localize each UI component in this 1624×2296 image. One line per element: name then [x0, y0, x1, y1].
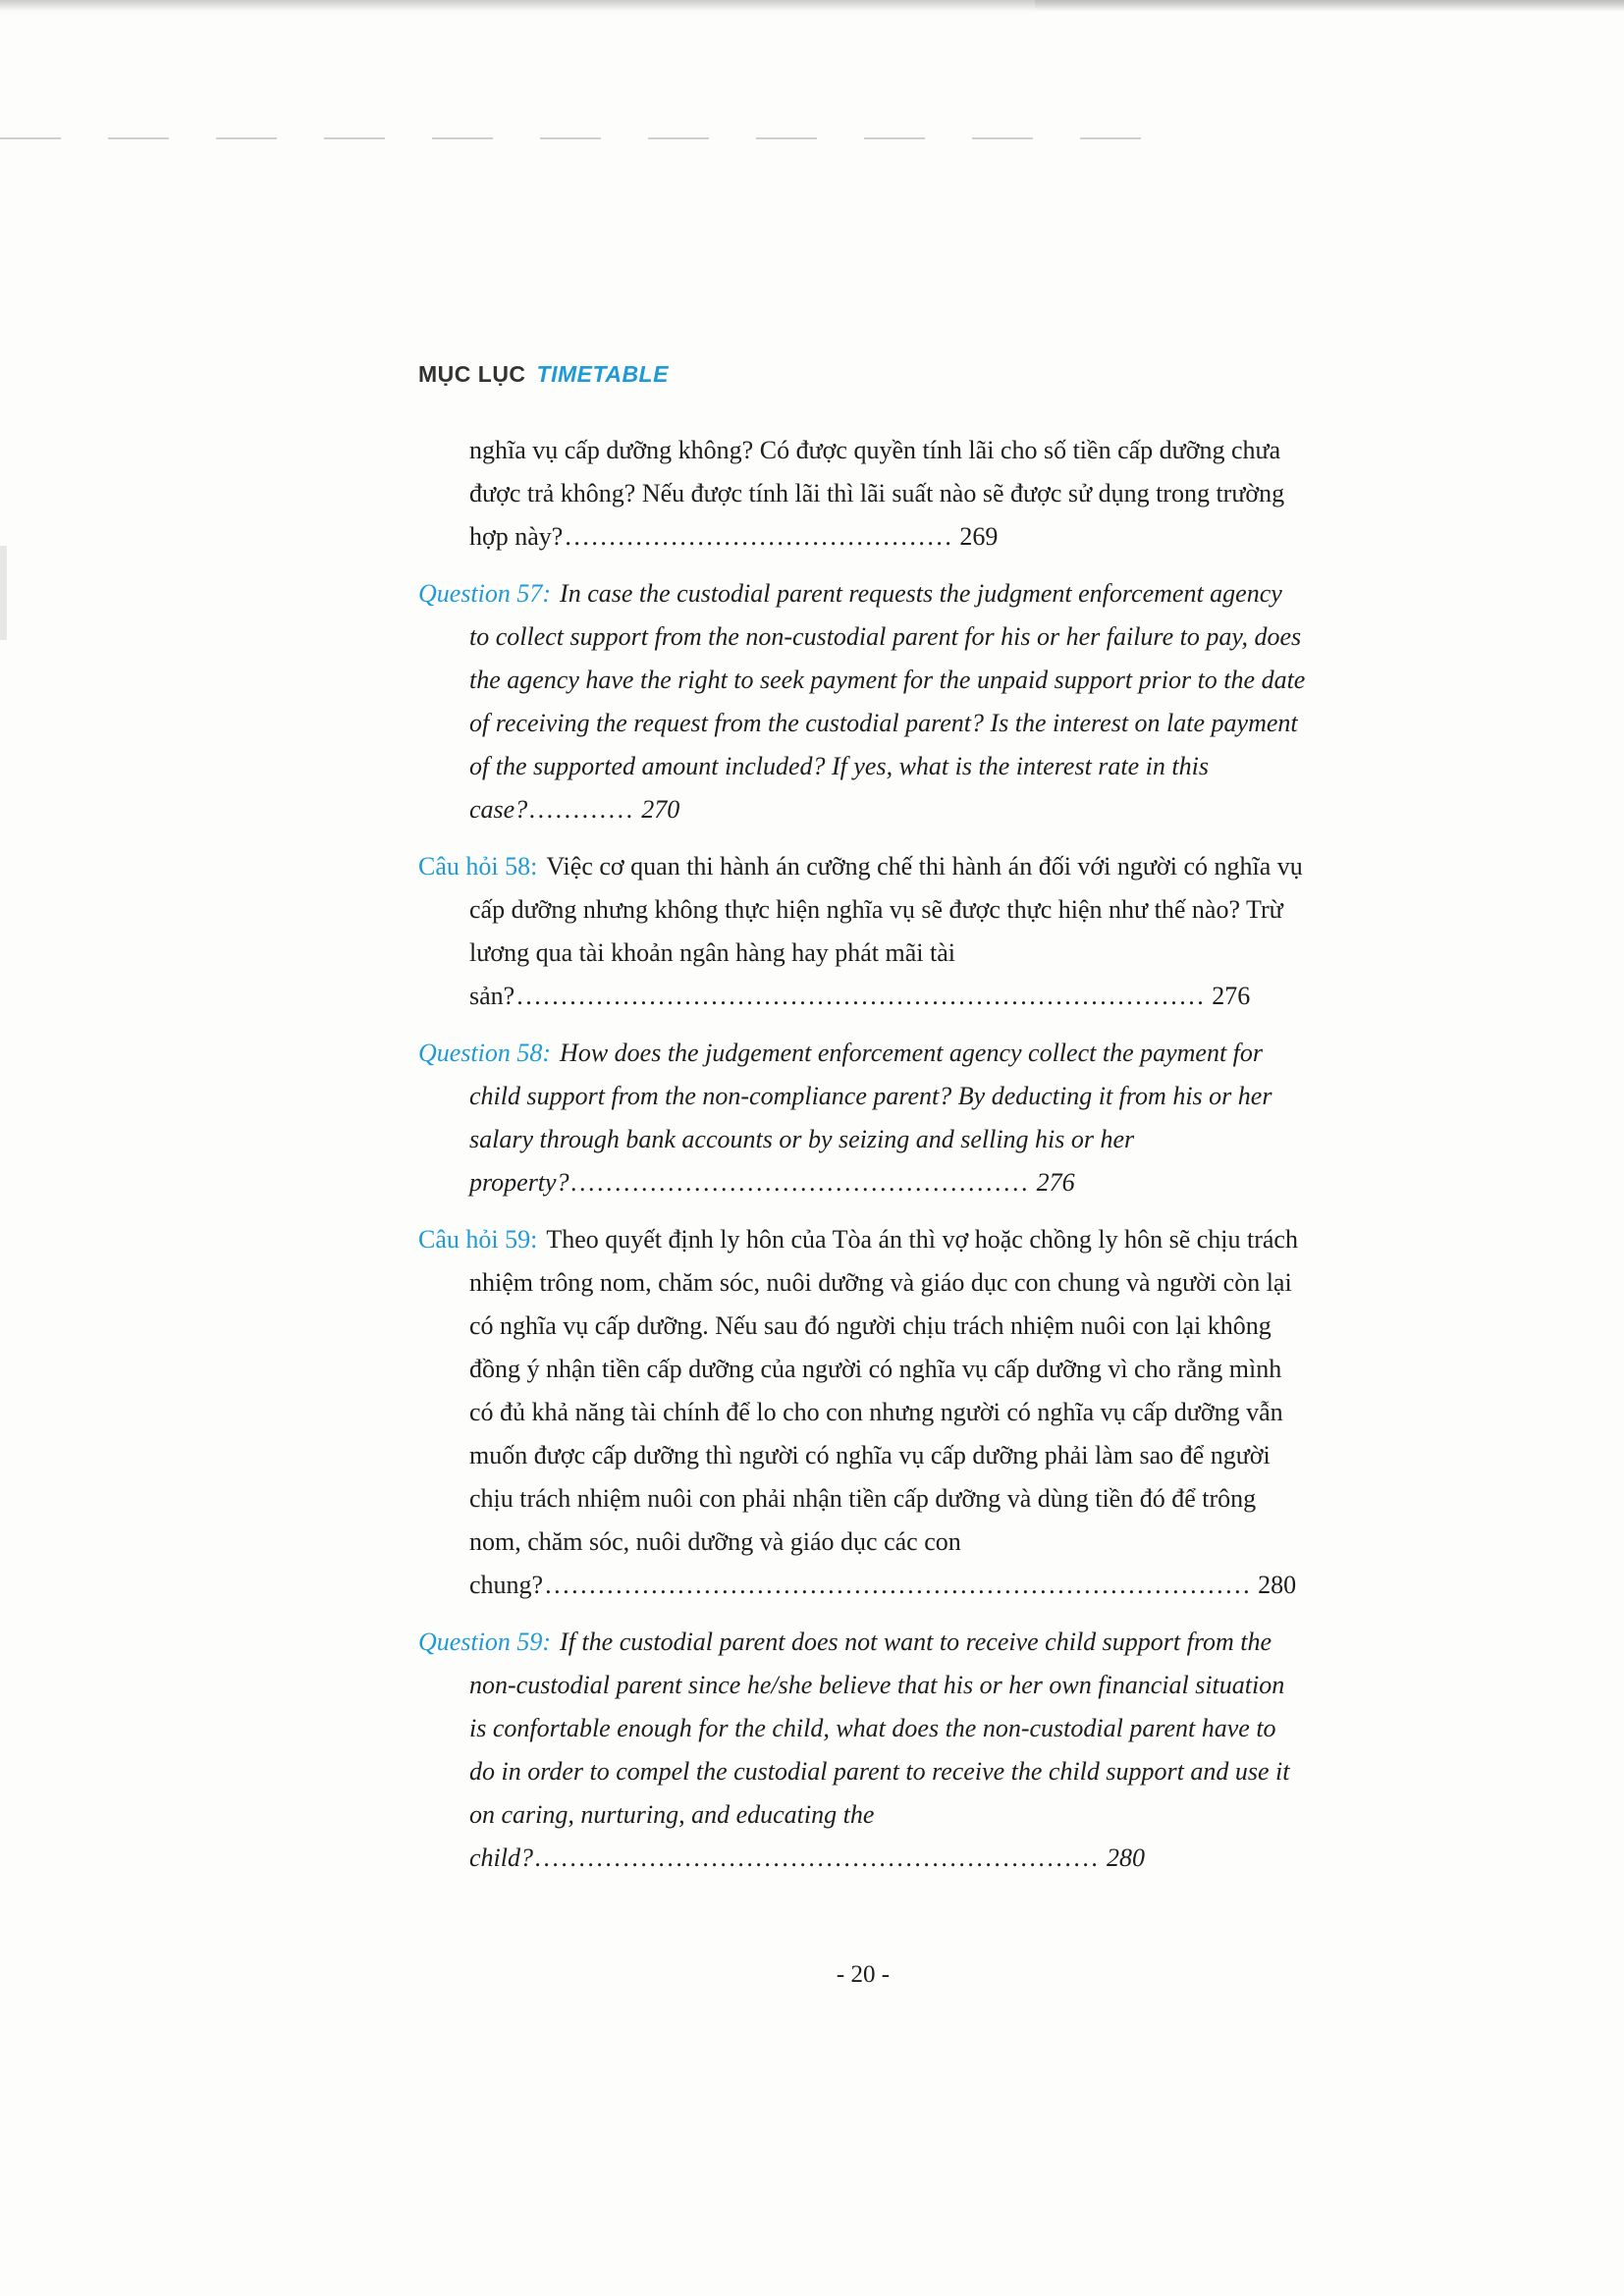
toc-entry: [418, 1032, 1308, 1204]
scan-corner-artifact: [1035, 0, 1624, 10]
toc-entry: [418, 572, 1308, 831]
dot-leader: ................................................................: [535, 1843, 1101, 1872]
toc-entry-label: Câu hỏi 58:: [418, 852, 538, 881]
toc-entry-text: How does the judgement enforcement agency collect the payment for child support from the non-compliance parent? By deducting it from his or her salary through bank accounts or by seizing and selling his or her property?: [469, 1039, 1272, 1197]
toc-page-number: 280: [1107, 1843, 1145, 1872]
dot-leader: ............................................: [565, 522, 954, 551]
toc-page-number: 276: [1036, 1168, 1075, 1197]
scan-dashed-line-artifact: [0, 137, 1164, 139]
toc-entry: [418, 1218, 1308, 1607]
scan-left-edge-mark: [0, 546, 7, 640]
toc-page-number: 276: [1212, 982, 1251, 1010]
dot-leader: ................................................................................: [545, 1571, 1253, 1599]
toc-entry-label: Question 58:: [418, 1039, 552, 1067]
toc-entry: [418, 845, 1308, 1018]
toc-entry-text: Việc cơ quan thi hành án cưỡng chế thi hành án đối với người có nghĩa vụ cấp dưỡng nhưng không thực hiện nghĩa vụ sẽ được thực hiện như thế nào? Trừ lương qua tài khoản ngân hàng hay phát mãi tài sản?: [469, 852, 1303, 1010]
toc-page-number: 269: [959, 522, 999, 551]
toc-page-number: 280: [1258, 1571, 1297, 1599]
toc-header: [418, 361, 1308, 388]
toc-entry-text: nghĩa vụ cấp dưỡng không? Có được quyền tính lãi cho số tiền cấp dưỡng chưa được trả không? Nếu được tính lãi thì lãi suất nào sẽ được sử dụng trong trường hợp này?: [469, 436, 1285, 551]
toc-content: [418, 361, 1308, 1894]
toc-entry-label: Question 57:: [418, 579, 552, 608]
toc-entry-list: [418, 429, 1308, 1880]
toc-page-number: 270: [641, 795, 680, 824]
dot-leader: ..............................................................................: [516, 982, 1207, 1010]
toc-title-english: TIMETABLE: [536, 361, 669, 387]
toc-entry-text: If the custodial parent does not want to receive child support from the non-custodial parent since he/she believe that his or her own financial situation is confortable enough for the child, what does the non-custodial parent have to do in order to compel the custodial parent to receive the child support and use it on caring, nurturing, and educating the child?: [469, 1628, 1290, 1872]
toc-entry: [418, 1621, 1308, 1880]
toc-entry-label: Câu hỏi 59:: [418, 1225, 538, 1254]
page-number-footer: - 20 -: [836, 1961, 891, 1988]
dot-leader: ............: [529, 795, 636, 824]
dot-leader: ....................................................: [570, 1168, 1031, 1197]
toc-entry-text: Theo quyết định ly hôn của Tòa án thì vợ hoặc chồng ly hôn sẽ chịu trách nhiệm trông nom, chăm sóc, nuôi dưỡng và giáo dục con chung và người còn lại có nghĩa vụ cấp dưỡng. Nếu sau đó người chịu trách nhiệm nuôi con lại không đồng ý nhận tiền cấp dưỡng của người có nghĩa vụ cấp dưỡng vì cho rằng mình có đủ khả năng tài chính để lo cho con nhưng người có nghĩa vụ cấp dưỡng vẫn muốn được cấp dưỡng thì người có nghĩa vụ cấp dưỡng phải làm sao để người chịu trách nhiệm nuôi con phải nhận tiền cấp dưỡng và dùng tiền đó để trông nom, chăm sóc, nuôi dưỡng và giáo dục các con chung?: [469, 1225, 1298, 1599]
toc-entry-text: In case the custodial parent requests the judgment enforcement agency to collect support from the non-custodial parent for his or her failure to pay, does the agency have the right to seek payment for the unpaid support prior to the date of receiving the request from the custodial parent? Is the interest on late payment of the supported amount included? If yes, what is the interest rate in this case?: [469, 579, 1306, 824]
toc-entry: [418, 429, 1308, 559]
toc-title-vietnamese: MỤC LỤC: [418, 361, 526, 387]
toc-entry-label: Question 59:: [418, 1628, 552, 1656]
